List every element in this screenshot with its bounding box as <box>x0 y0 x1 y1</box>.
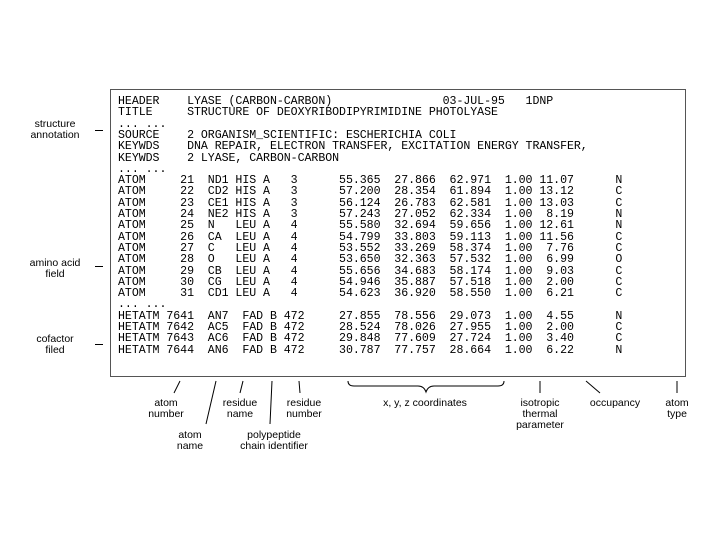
occupancy-pointer <box>586 381 600 393</box>
record-line: ... ... <box>118 298 167 312</box>
cofactor-field-label: cofactor filed <box>36 333 74 356</box>
record-line: ATOM 22 CD2 HIS A 3 57.200 28.354 61.894 1.00 13.12 C <box>118 185 623 199</box>
record-line: ATOM 27 C LEU A 4 53.552 33.269 58.374 1.00 7.76 C <box>118 241 623 255</box>
isotropic-thermal-parameter-label: isotropic thermal parameter <box>516 397 564 431</box>
amino-acid-field-label: amino acid field <box>29 257 81 280</box>
atom-type-label: atom type <box>665 397 689 420</box>
residue-number-pointer <box>299 381 300 393</box>
record-line: ATOM 31 CD1 LEU A 4 54.623 36.920 58.550 1.00 6.21 C <box>118 287 623 301</box>
record-line: HETATM 7644 AN6 FAD B 472 30.787 77.757 28.664 1.00 6.22 N <box>118 343 623 357</box>
residue-number-label: residue number <box>286 397 322 420</box>
record-line: HETATM 7642 AC5 FAD B 472 28.524 78.026 27.955 1.00 2.00 C <box>118 321 623 334</box>
record-line: ATOM 29 CB LEU A 4 55.656 34.683 58.174 1.00 9.03 C <box>118 264 623 278</box>
record-line: HETATM 7641 AN7 FAD B 472 27.855 78.556 29.073 1.00 4.55 N <box>118 309 623 323</box>
record-line: ... ... <box>118 162 167 176</box>
chain-identifier-label: polypeptide chain identifier <box>240 429 308 452</box>
coordinates-label: x, y, z coordinates <box>383 397 467 409</box>
record-line: HEADER LYASE (CARBON-CARBON) 03-JUL-95 1DNP <box>118 95 554 108</box>
record-line: ATOM 25 N LEU A 4 55.580 32.694 59.656 1.00 12.61 N <box>118 219 623 233</box>
residue-name-pointer <box>240 381 243 393</box>
record-line: ATOM 30 CG LEU A 4 54.946 35.887 57.518 1.00 2.00 C <box>118 275 623 289</box>
structure-annotation-label: structure annotation <box>30 118 80 141</box>
atom-number-pointer <box>174 381 180 393</box>
record-line: ATOM 26 CA LEU A 4 54.799 33.803 59.113 1.00 11.56 C <box>118 230 623 244</box>
chain-pointer <box>270 381 272 424</box>
record-line: TITLE STRUCTURE OF DEOXYRIBODIPYRIMIDINE PHOTOLYASE <box>118 106 498 120</box>
occupancy-label: occupancy <box>589 397 641 409</box>
record-line: ... ... <box>118 117 167 131</box>
atom-number-label: atom number <box>148 397 184 420</box>
record-line: HETATM 7643 AC6 FAD B 472 29.848 77.609 27.724 1.00 3.40 C <box>118 332 623 346</box>
record-line: KEYWDS DNA REPAIR, ELECTRON TRANSFER, EXCITATION ENERGY TRANSFER, <box>118 140 588 154</box>
record-line: SOURCE 2 ORGANISM_SCIENTIFIC: ESCHERICHIA COLI <box>118 128 457 142</box>
record-line: KEYWDS 2 LYASE, CARBON-CARBON <box>118 151 340 165</box>
record-line: ATOM 23 CE1 HIS A 3 56.124 26.783 62.581 1.00 13.03 C <box>118 196 623 210</box>
record-line: ATOM 21 ND1 HIS A 3 55.365 27.866 62.971 1.00 11.07 N <box>118 174 623 188</box>
record-line: ATOM 24 NE2 HIS A 3 57.243 27.052 62.334 1.00 8.19 N <box>118 208 623 221</box>
coordinates-brace <box>348 381 504 392</box>
atom-name-label: atom name <box>176 429 204 452</box>
residue-name-label: residue name <box>222 397 258 420</box>
record-line: ATOM 28 O LEU A 4 53.650 32.363 57.532 1.00 6.99 O <box>118 253 623 267</box>
